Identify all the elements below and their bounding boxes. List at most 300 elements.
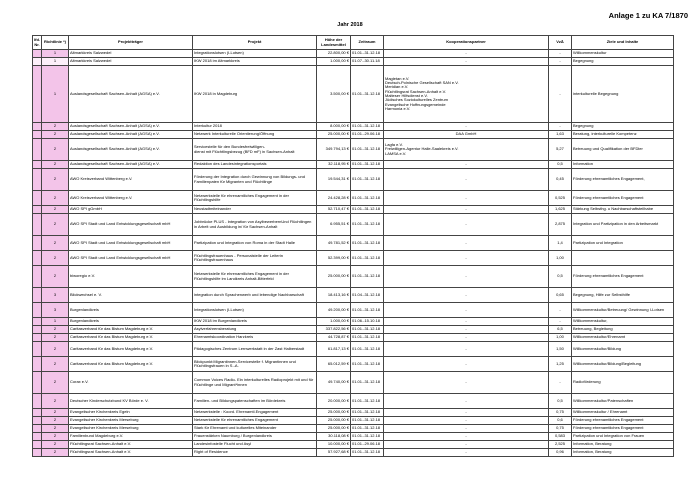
cell-partner: - <box>384 449 549 457</box>
cell-richtlinie: 1 <box>42 58 69 66</box>
col-header-vza: VzÄ <box>549 36 572 50</box>
cell-vza: - <box>549 318 572 326</box>
cell-zeitraum: 01.01.-31.12.18 <box>351 372 384 394</box>
cell-ziele: Begegnung, Hilfe zur Selbsthilfe <box>572 288 674 303</box>
cell-traeger: Deutscher Kinderschutzbund KV Börde e. V. <box>69 394 193 409</box>
cell-nr <box>33 139 42 161</box>
table-row <box>33 334 674 342</box>
cell-richtlinie: 2 <box>42 417 69 425</box>
cell-nr <box>33 372 42 394</box>
cell-zeitraum: 01.01.-31.12.18 <box>351 214 384 236</box>
cell-mittel: 49.200,00 € <box>317 303 351 318</box>
table-row <box>33 342 674 357</box>
cell-vza: 1,25 <box>549 357 572 372</box>
cell-ziele: Förderung ehrenamtliches Engagement <box>572 425 674 433</box>
cell-projekt: IKW 2018 im Altmarkkreis <box>193 58 317 66</box>
cell-vza: 2,875 <box>549 214 572 236</box>
cell-nr <box>33 169 42 191</box>
cell-vza: 0,75 <box>549 425 572 433</box>
table-header-row <box>33 36 674 50</box>
cell-zeitraum: 01.01.-31.12.18 <box>351 342 384 357</box>
table-row <box>33 288 674 303</box>
cell-mittel: 24.428,28 € <box>317 191 351 206</box>
table-row <box>33 139 674 161</box>
cell-projekt: Netzwerkstelle für ehrenamtliches Engagement <box>193 417 317 425</box>
cell-zeitraum: 01.01.-31.12.18 <box>351 161 384 169</box>
cell-nr <box>33 266 42 288</box>
cell-vza: 0,6 <box>549 417 572 425</box>
cell-projekt: Right of Residence <box>193 449 317 457</box>
cell-projekt: IKW 2018 in Magdeburg <box>193 66 317 123</box>
cell-zeitraum: 01.04.-31.12.18 <box>351 288 384 303</box>
col-header-partner: Kooperationspartner <box>384 36 549 50</box>
cell-ziele: Betreuung, Begleitung <box>572 326 674 334</box>
cell-traeger: Auslandsgesellschaft Sachsen-Anhalt (AGSA) e.V. <box>69 66 193 123</box>
cell-mittel: 52.710,47 € <box>317 206 351 214</box>
cell-projekt: Integrationslotsen (I-Lotsen) <box>193 50 317 58</box>
cell-nr <box>33 394 42 409</box>
cell-partner: - <box>384 326 549 334</box>
cell-zeitraum: 01.07.-30.11.18 <box>351 58 384 66</box>
cell-zeitraum: 01.01.-31.12.18 <box>351 357 384 372</box>
cell-nr <box>33 251 42 266</box>
cell-nr <box>33 425 42 433</box>
cell-partner: - <box>384 288 549 303</box>
cell-richtlinie: 2 <box>42 326 69 334</box>
cell-mittel: 25.000,00 € <box>317 266 351 288</box>
cell-ziele: Radioförderung <box>572 372 674 394</box>
cell-mittel: 20.000,00 € <box>317 394 351 409</box>
cell-zeitraum: 01.01.-31.12.18 <box>351 303 384 318</box>
cell-mittel: 337.822,56 € <box>317 326 351 334</box>
cell-mittel: 32.118,95 € <box>317 161 351 169</box>
document-year: Jahr 2018 <box>337 22 363 28</box>
cell-projekt: Stark für Ehrenamt und kulturelles Miteinander <box>193 425 317 433</box>
cell-partner: - <box>384 161 549 169</box>
cell-projekt: Partizipation und Integration von Roma in der Stadt Halle <box>193 236 317 251</box>
cell-traeger: Auslandsgesellschaft Sachsen-Anhalt (AGSA) e.V. <box>69 161 193 169</box>
cell-projekt: Neustadtmiteinander <box>193 206 317 214</box>
cell-mittel: 1.000,00 € <box>317 318 351 326</box>
cell-projekt: Netzwerk Interkulturelle Orientierung/Öffnung <box>193 131 317 139</box>
col-header-nr: lfd. Nr. <box>33 36 42 50</box>
cell-partner: - <box>384 206 549 214</box>
cell-nr <box>33 214 42 236</box>
cell-traeger: AWO SPI Stadt und Land Entwicklungsgesellschaft mbH <box>69 251 193 266</box>
cell-partner: - <box>384 214 549 236</box>
cell-ziele: Willkommenskultur/Bildung <box>572 342 674 357</box>
cell-partner: - <box>384 58 549 66</box>
table-row <box>33 318 674 326</box>
cell-nr <box>33 50 42 58</box>
cell-ziele: Willkommenskultur <box>572 50 674 58</box>
table-row <box>33 131 674 139</box>
table-row <box>33 236 674 251</box>
cell-mittel: 49.781,52 € <box>317 236 351 251</box>
cell-richtlinie: 2 <box>42 409 69 417</box>
cell-traeger: Evangelischer Kirchenkreis Merseburg <box>69 417 193 425</box>
cell-projekt: Netzwerkstelle für ehrenamtliches Engagement in der Flüchtlingshilfe im Landkreis Anhalt-Bitterfeld <box>193 266 317 288</box>
cell-projekt: Förderung der Integration durch Gewinnung von Bildungs- und Familienpaten für Migranten und Flüchtlinge <box>193 169 317 191</box>
cell-ziele: Information, Beratung <box>572 441 674 449</box>
cell-vza: - <box>549 50 572 58</box>
cell-vza: - <box>549 123 572 131</box>
cell-partner: - <box>384 50 549 58</box>
cell-zeitraum: 01.01.-29.06.18 <box>351 131 384 139</box>
cell-traeger: Flüchtlingsrat Sachsen-Anhalt e.V. <box>69 449 193 457</box>
cell-partner: - <box>384 394 549 409</box>
cell-ziele: Willkommenskultur, <box>572 318 674 326</box>
cell-zeitraum: 01.01.-31.12.18 <box>351 251 384 266</box>
cell-richtlinie: 2 <box>42 342 69 357</box>
cell-zeitraum: 01.01.-31.12.18 <box>351 417 384 425</box>
cell-nr <box>33 206 42 214</box>
cell-zeitraum: 01.01.-31.12.18 <box>351 139 384 161</box>
cell-vza: 5,27 <box>549 139 572 161</box>
cell-zeitraum: 01.01.-31.12.18 <box>351 191 384 206</box>
cell-vza: 0,5 <box>549 161 572 169</box>
table-row <box>33 123 674 131</box>
cell-traeger: Flüchtlingsrat Sachsen-Anhalt e.V. <box>69 441 193 449</box>
cell-nr <box>33 342 42 357</box>
cell-zeitraum: 01.01.-31.12.18 <box>351 334 384 342</box>
cell-ziele: Partizipation und Integration von Frauen <box>572 433 674 441</box>
cell-nr <box>33 303 42 318</box>
cell-zeitraum: 01.01.-31.12.18 <box>351 409 384 417</box>
cell-richtlinie: 3 <box>42 288 69 303</box>
cell-partner: - <box>384 372 549 394</box>
cell-vza: 1,00 <box>549 251 572 266</box>
cell-traeger: Burgenlandkreis <box>69 303 193 318</box>
table-row <box>33 206 674 214</box>
cell-traeger: Blickwechsel e. V. <box>69 288 193 303</box>
cell-projekt: Asylverfahrensberatung <box>193 326 317 334</box>
cell-partner: - <box>384 266 549 288</box>
cell-traeger: AWO SPI gGmbH <box>69 206 193 214</box>
cell-zeitraum: 01.01.-31.12.18 <box>351 236 384 251</box>
col-header-mittel: Höhe der Landesmittel <box>317 36 351 50</box>
cell-mittel: 57.927,68 € <box>317 449 351 457</box>
table-row <box>33 441 674 449</box>
cell-nr <box>33 409 42 417</box>
cell-nr <box>33 441 42 449</box>
cell-projekt: Integrationslotsen (I-Lotsen) <box>193 303 317 318</box>
table-row <box>33 409 674 417</box>
cell-mittel: 349.794,13 € <box>317 139 351 161</box>
cell-vza: 0,583 <box>549 433 572 441</box>
cell-partner: - <box>384 417 549 425</box>
cell-nr <box>33 66 42 123</box>
cell-zeitraum: 01.01.-31.12.18 <box>351 50 384 58</box>
cell-richtlinie: 2 <box>42 357 69 372</box>
cell-mittel: 25.000,00 € <box>317 417 351 425</box>
table-row <box>33 214 674 236</box>
cell-ziele: interkulturelle Begegnung <box>572 66 674 123</box>
cell-ziele: Willkommenskultur / Ehrenamt <box>572 409 674 417</box>
cell-vza: 1,50 <box>549 342 572 357</box>
table-row <box>33 394 674 409</box>
cell-partner: - <box>384 169 549 191</box>
cell-vza: - <box>549 66 572 123</box>
table-row <box>33 425 674 433</box>
table-row <box>33 326 674 334</box>
table-row <box>33 251 674 266</box>
cell-vza: 2,525 <box>549 441 572 449</box>
cell-zeitraum: 01.01.-31.12.18 <box>351 326 384 334</box>
cell-nr <box>33 58 42 66</box>
cell-projekt: Flüchtlingsfrauenhaus - Personalstelle der Leiterin Flüchtlingsfrauenhaus <box>193 251 317 266</box>
table-row <box>33 66 674 123</box>
cell-vza: 1,00 <box>549 334 572 342</box>
cell-zeitraum: 01.01.-31.12.18 <box>351 266 384 288</box>
cell-nr <box>33 449 42 457</box>
cell-ziele: Willkommenskultur/Bildung/Begleitung <box>572 357 674 372</box>
cell-projekt: Servicestelle für den Bundesfreiwilligen- dienst mit Flüchtlingsbezug (BFD mF) in Sachsen-Anhalt <box>193 139 317 161</box>
cell-traeger: Auslandsgesellschaft Sachsen-Anhalt (AGSA) e.V. <box>69 131 193 139</box>
cell-zeitraum: 01.01.-31.12.18 <box>351 66 384 123</box>
cell-traeger: Corax e.V. <box>69 372 193 394</box>
cell-traeger: Auslandsgesellschaft Sachsen-Anhalt (AGSA) e.V. <box>69 123 193 131</box>
cell-nr <box>33 288 42 303</box>
cell-mittel: 3.500,00 € <box>317 66 351 123</box>
cell-projekt: Familien- und Bildungspatenschaften im Bördekreis <box>193 394 317 409</box>
funding-table <box>32 35 674 457</box>
cell-ziele: Willkommenskultur/Betreuung/ Gewinnung I-Lotsen <box>572 303 674 318</box>
cell-richtlinie: 1 <box>42 66 69 123</box>
table-row <box>33 191 674 206</box>
cell-nr <box>33 334 42 342</box>
cell-traeger: biworegio e.V. <box>69 266 193 288</box>
cell-vza: - <box>549 58 572 66</box>
cell-mittel: 30.118,08 € <box>317 433 351 441</box>
cell-vza: 0,96 <box>549 449 572 457</box>
cell-richtlinie: 2 <box>42 441 69 449</box>
cell-partner: - <box>384 318 549 326</box>
cell-mittel: 65.012,59 € <box>317 357 351 372</box>
cell-partner: - <box>384 251 549 266</box>
cell-traeger: Burgenlandkreis <box>69 318 193 326</box>
cell-mittel: 61.817,13 € <box>317 342 351 357</box>
table-body <box>33 50 674 457</box>
cell-ziele <box>572 251 674 266</box>
cell-zeitraum: 01.01.-31.12.18 <box>351 433 384 441</box>
cell-ziele: Integration und Partizipation in den Arbeitsmarkt <box>572 214 674 236</box>
cell-ziele: Förderung ehrenamtliches Engagement <box>572 266 674 288</box>
cell-traeger: Familienbund Magdeburg e.V. <box>69 433 193 441</box>
cell-ziele: Begegnung <box>572 123 674 131</box>
cell-zeitraum: 01.01.-31.12.18 <box>351 449 384 457</box>
col-header-richtlinie: Richtlinie *) <box>42 36 69 50</box>
cell-projekt: Netzwerkstelle : Koord. Ehrenamtl.Engagement <box>193 409 317 417</box>
cell-mittel: 6.955,51 € <box>317 214 351 236</box>
cell-richtlinie: 2 <box>42 236 69 251</box>
cell-mittel: 8.000,00 € <box>317 123 351 131</box>
table-row <box>33 58 674 66</box>
cell-projekt: integration durch Sprachenwerb und lebendige Nachbarschaft <box>193 288 317 303</box>
cell-traeger: Caritasverband für das Bistum Magdeburg e.V. <box>69 342 193 357</box>
cell-vza: 0,75 <box>549 409 572 417</box>
cell-traeger: AWO SPI Stadt und Land Entwicklungsgesellschaft mbH <box>69 214 193 236</box>
cell-partner: Lagfa e.V. Freiwilligen-Agentur Halle-Saalekreis e.V. LAMSA e.V. <box>384 139 549 161</box>
cell-ziele: Begegnung <box>572 58 674 66</box>
cell-vza: 0,5 <box>549 394 572 409</box>
cell-projekt: Netzwerkstelle für ehrenamtliches Engagement in der Flüchtlingshilfe <box>193 191 317 206</box>
cell-ziele: Betreuung und Qualifikation der BFDler <box>572 139 674 161</box>
cell-ziele: Partizipation und Integration <box>572 236 674 251</box>
cell-mittel: 25.000,00 € <box>317 425 351 433</box>
cell-vza: - <box>549 372 572 394</box>
annex-reference: Anlage 1 zu KA 7/1870 <box>608 11 688 20</box>
cell-partner: - <box>384 236 549 251</box>
cell-nr <box>33 236 42 251</box>
cell-traeger: Caritasverband für das Bistum Magdeburg e.V. <box>69 326 193 334</box>
cell-partner: - <box>384 303 549 318</box>
cell-richtlinie: 2 <box>42 214 69 236</box>
cell-richtlinie: 2 <box>42 131 69 139</box>
cell-mittel: 22.800,00 € <box>317 50 351 58</box>
cell-ziele: Information <box>572 161 674 169</box>
cell-zeitraum: 01.06.-15.10.18 <box>351 318 384 326</box>
col-header-ziele: Ziele und Inhalte <box>572 36 674 50</box>
cell-projekt: Ehrenamtskoordination Harzkreis <box>193 334 317 342</box>
cell-projekt: Redaktion des Landesintegrationsportals <box>193 161 317 169</box>
cell-projekt: IKW 2018 im Burgenlandkreis <box>193 318 317 326</box>
cell-richtlinie: 2 <box>42 334 69 342</box>
cell-richtlinie: 2 <box>42 394 69 409</box>
cell-traeger: Evangelischer Kirchenkreis Merseburg <box>69 425 193 433</box>
cell-richtlinie: 3 <box>42 303 69 318</box>
cell-projekt: Common Voices Radio- Ein interkulturelles Radioprojekt mit und für Flüchtlinge und Migrant*innen <box>193 372 317 394</box>
cell-nr <box>33 318 42 326</box>
cell-projekt: Jobbrücke PLUS - Integration von AsylbewerbernUnd Flüchtlingen in Arbeit und Ausbildung in/ für Sachsen-Anhalt <box>193 214 317 236</box>
table-row <box>33 449 674 457</box>
cell-richtlinie: 2 <box>42 433 69 441</box>
cell-vza: 0,5 <box>549 266 572 288</box>
cell-nr <box>33 326 42 334</box>
cell-projekt: Interkultur 2018 <box>193 123 317 131</box>
cell-mittel: 25.000,00 € <box>317 131 351 139</box>
cell-richtlinie: 2 <box>42 449 69 457</box>
cell-partner: Magletan e.V. Deutsch-Polnische Gesellschaft SAN e.V. Meridian e.V. Flüchtlingsrat Sachsen-Anhalt e.V. Malteser Hilfsdienst e.V. Jüdisches Soziokulturelles Zentrum Evangelische Hoffnungsgemeinde Harmonia e.V. <box>384 66 549 123</box>
cell-projekt: Pädagogisches Zentrum Lernwerkstatt in der Zast Halberstadt <box>193 342 317 357</box>
cell-nr <box>33 191 42 206</box>
cell-zeitraum: 01.01.-31.12.18 <box>351 425 384 433</box>
cell-projekt: Blickpunkt:Migrantinnen-Servicestelle f. Migrantinnen und Flüchtlingsfrauen in S.-A. <box>193 357 317 372</box>
table-row <box>33 433 674 441</box>
cell-partner: DAA GmbH <box>384 131 549 139</box>
cell-vza: - <box>549 303 572 318</box>
cell-richtlinie: 2 <box>42 139 69 161</box>
cell-richtlinie: 2 <box>42 425 69 433</box>
cell-richtlinie: 2 <box>42 123 69 131</box>
cell-projekt: Frauenstärken Naumburg / Burgenlandkreis <box>193 433 317 441</box>
cell-partner: - <box>384 123 549 131</box>
cell-nr <box>33 417 42 425</box>
cell-ziele: Förderung ehrenamtliches Engagement <box>572 417 674 425</box>
cell-traeger: Evangelischer Kirchenkreis Egeln <box>69 409 193 417</box>
cell-projekt: Landesinfostelle Flucht und Asyl <box>193 441 317 449</box>
cell-ziele: Willkommenskultur/Ehrenamt <box>572 334 674 342</box>
cell-vza: 0,65 <box>549 288 572 303</box>
cell-mittel: 10.000,00 € <box>317 441 351 449</box>
cell-ziele: Willkommenskultur/Patenschaften <box>572 394 674 409</box>
cell-ziele: Beratung, interkulturelle Kompetenz <box>572 131 674 139</box>
cell-richtlinie: 2 <box>42 266 69 288</box>
cell-zeitraum: 01.01.-31.12.18 <box>351 123 384 131</box>
cell-richtlinie: 2 <box>42 251 69 266</box>
cell-vza: 6,5 <box>549 326 572 334</box>
cell-traeger: Caritasverband für das Bistum Magdeburg e.V. <box>69 334 193 342</box>
cell-vza: 0,525 <box>549 191 572 206</box>
cell-partner: - <box>384 334 549 342</box>
cell-partner: - <box>384 433 549 441</box>
cell-traeger: Auslandsgesellschaft Sachsen-Anhalt (AGSA) e.V. <box>69 139 193 161</box>
cell-mittel: 19.544,31 € <box>317 169 351 191</box>
cell-traeger: Caritasverband für das Bistum Magdeburg e.V. <box>69 357 193 372</box>
cell-nr <box>33 161 42 169</box>
cell-mittel: 44.728,87 € <box>317 334 351 342</box>
cell-partner: - <box>384 441 549 449</box>
cell-mittel: 1.000,00 € <box>317 58 351 66</box>
table-row <box>33 372 674 394</box>
cell-zeitraum: 01.01.-29.06.18 <box>351 441 384 449</box>
cell-richtlinie: 2 <box>42 169 69 191</box>
cell-partner: - <box>384 357 549 372</box>
cell-vza: 1,4 <box>549 236 572 251</box>
cell-vza: 1,63 <box>549 131 572 139</box>
cell-richtlinie: 2 <box>42 372 69 394</box>
table-row <box>33 417 674 425</box>
cell-traeger: AWO SPI Stadt und Land Entwicklungsgesellschaft mbH <box>69 236 193 251</box>
cell-nr <box>33 123 42 131</box>
col-header-traeger: Projektträger <box>69 36 193 50</box>
cell-richtlinie: 1 <box>42 50 69 58</box>
cell-partner: - <box>384 191 549 206</box>
cell-partner: - <box>384 342 549 357</box>
table-row <box>33 50 674 58</box>
table-row <box>33 303 674 318</box>
col-header-zeitraum: Zeitraum <box>351 36 384 50</box>
cell-vza: 1,625 <box>549 206 572 214</box>
cell-vza: 0,45 <box>549 169 572 191</box>
cell-ziele: Förderung ehrenamtliches Engagement <box>572 191 674 206</box>
table-row <box>33 161 674 169</box>
cell-mittel: 18.413,16 € <box>317 288 351 303</box>
cell-mittel: 25.000,00 € <box>317 409 351 417</box>
cell-partner: - <box>384 425 549 433</box>
cell-nr <box>33 357 42 372</box>
cell-richtlinie: 2 <box>42 206 69 214</box>
cell-partner: - <box>384 409 549 417</box>
cell-zeitraum: 01.01.-31.12.18 <box>351 169 384 191</box>
cell-nr <box>33 131 42 139</box>
cell-ziele: Stärkung Selbsthg. u Nachbarschaftsteilhabe <box>572 206 674 214</box>
cell-richtlinie: 2 <box>42 161 69 169</box>
cell-mittel: 52.399,00 € <box>317 251 351 266</box>
cell-richtlinie: 2 <box>42 191 69 206</box>
cell-mittel: 49.740,00 € <box>317 372 351 394</box>
cell-traeger: Altmarkkreis Salzwedel <box>69 58 193 66</box>
col-header-projekt: Projekt <box>193 36 317 50</box>
cell-nr <box>33 433 42 441</box>
cell-traeger: AWO Kreisverband Wittenberg e.V. <box>69 191 193 206</box>
table-row <box>33 357 674 372</box>
cell-ziele: Information, Beratung <box>572 449 674 457</box>
cell-richtlinie: 1 <box>42 318 69 326</box>
cell-ziele: Förderung ehrenamtliches Engagement, <box>572 169 674 191</box>
table-row <box>33 266 674 288</box>
cell-traeger: Altmarkkreis Salzwedel <box>69 50 193 58</box>
